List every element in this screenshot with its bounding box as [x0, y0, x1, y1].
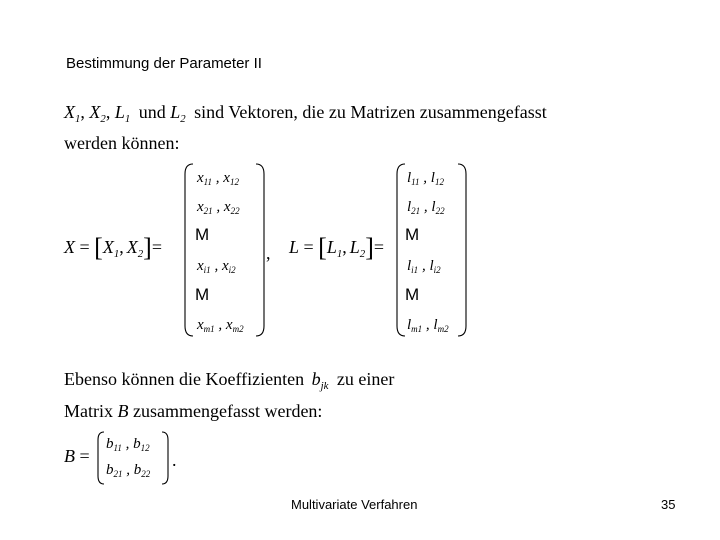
slide-title: Bestimmung der Parameter II — [66, 55, 262, 72]
matrix-x-right-paren — [254, 162, 266, 338]
matrix-l-lhs: $L = [L_1$, $L_2]=$ — [289, 233, 385, 262]
var-l2: $L_2$ — [170, 102, 186, 125]
matrix-l-left-paren — [395, 162, 407, 338]
intro-line-1: $X_1$, $X_2$, $L_1$ und $L_2$ sind Vektoren, die zu Matrizen zusammengefasst — [64, 102, 547, 125]
intro-line-2: werden können: — [64, 133, 180, 153]
var-l1: $L_1$ — [114, 102, 131, 125]
matrix-b-row-2: $b_{21}$ , $b_{22}$ — [106, 462, 151, 480]
matrix-b-period: . — [172, 450, 177, 470]
footer-title: Multivariate Verfahren — [291, 497, 418, 512]
coef-line-1: Ebenso können die Koeffizienten $b_{jk}$ zu einer — [64, 369, 395, 392]
matrix-x-row-1: $x_{11}$ , $x_{12}$ — [197, 170, 239, 188]
matrix-x-lhs: $X = [X_1$, $X_2]=$ — [64, 233, 162, 262]
var-bjk: $b_{jk}$ — [311, 369, 329, 392]
matrix-l-row-2: $l_{21}$ , $l_{22}$ — [407, 199, 445, 217]
matrix-x-row-2: $x_{21}$ , $x_{22}$ — [197, 199, 240, 217]
var-x2: $X_2$ — [89, 102, 106, 125]
intro-conj: und — [138, 102, 166, 122]
matrix-l-row-1: $l_{11}$ , $l_{12}$ — [407, 170, 444, 188]
var-b: B — [117, 401, 129, 421]
intro-text-c: zu Matrizen zusammengefasst — [328, 102, 547, 122]
page-number: 35 — [661, 497, 676, 512]
matrix-b-lhs: B = — [64, 446, 90, 466]
matrix-l-row-5: M — [405, 285, 420, 304]
matrix-b-left-paren — [96, 430, 106, 486]
matrix-x-row-5: M — [195, 285, 210, 304]
matrix-separator: , — [266, 243, 271, 263]
matrix-b-right-paren — [160, 430, 170, 486]
intro-text-a: sind Vektoren, — [194, 102, 298, 122]
matrix-x-row-4: $x_{i1}$ , $x_{i2}$ — [197, 258, 236, 276]
matrix-l-row-6: $l_{m1}$ , $l_{m2}$ — [407, 317, 449, 335]
matrix-l-right-paren — [456, 162, 468, 338]
matrix-l-row-4: $l_{i1}$ , $l_{i2}$ — [407, 258, 441, 276]
intro-text-b: die — [302, 102, 325, 122]
coef-line-2: Matrix B zusammengefasst werden: — [64, 401, 323, 421]
matrix-x-row-3: M — [195, 225, 210, 244]
matrix-x-row-6: $x_{m1}$ , $x_{m2}$ — [197, 317, 244, 335]
matrix-l-row-3: M — [405, 225, 420, 244]
matrix-x-left-paren — [183, 162, 195, 338]
matrix-b-row-1: $b_{11}$ , $b_{12}$ — [106, 436, 150, 454]
var-x1: $X_1$ — [64, 102, 81, 125]
